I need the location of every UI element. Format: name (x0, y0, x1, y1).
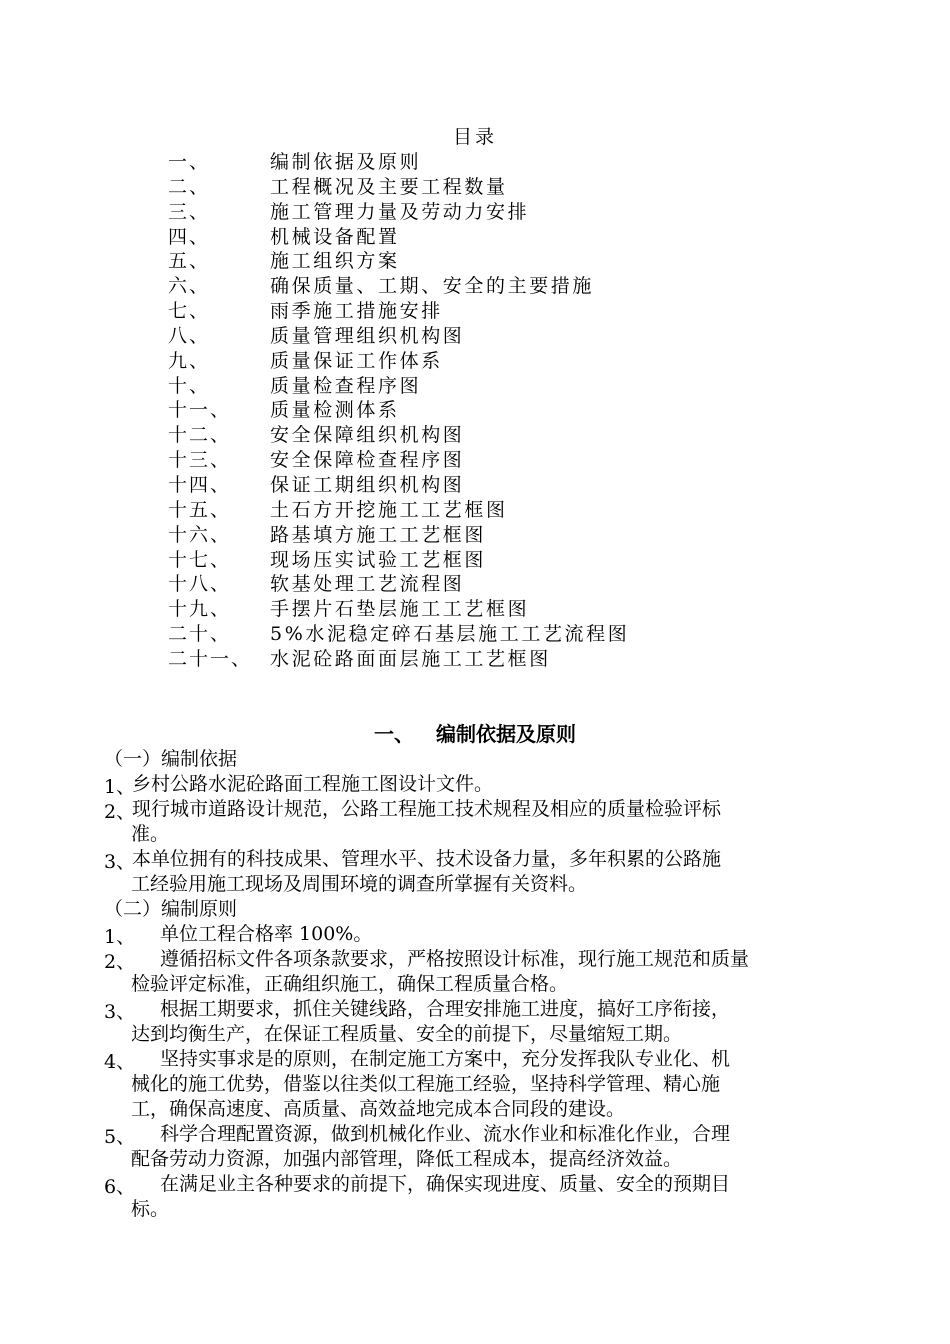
section-body (104, 747, 844, 1222)
list-item (104, 847, 844, 897)
toc-item-number: 十四、 (168, 473, 232, 496)
toc-item-text: 安全保障组织机构图 (270, 424, 465, 447)
toc-item-text: 质量保证工作体系 (270, 349, 443, 372)
toc-item-text: 施工组织方案 (270, 250, 400, 273)
list-item-number: 1、 (104, 776, 136, 798)
toc-item-text: 路基填方施工工艺框图 (270, 523, 487, 546)
list-item (104, 947, 844, 997)
list-item (104, 1172, 844, 1222)
toc-item-text: 质量检查程序图 (270, 374, 422, 397)
list-item-line: 工，确保高速度、高质量、高效益地完成本合同段的建设。 (131, 1098, 626, 1120)
toc-item-number: 八、 (168, 324, 211, 347)
list-item (104, 797, 844, 847)
toc-item-number: 七、 (168, 300, 211, 323)
toc-item-text: 保证工期组织机构图 (270, 473, 465, 496)
subsection-heading-basis: （一）编制依据 (104, 748, 238, 770)
list-item-line: 本单位拥有的科技成果、管理水平、技术设备力量，多年积累的公路施 (132, 848, 722, 870)
section-number: 一、 (374, 722, 414, 746)
toc-item-number: 五、 (168, 250, 211, 273)
list-item-number: 3、 (104, 1001, 136, 1023)
toc-item-text: 安全保障检查程序图 (270, 449, 465, 472)
toc-item-number: 十六、 (168, 523, 232, 546)
toc-item-text: 确保质量、工期、安全的主要措施 (270, 275, 595, 298)
toc-item-text: 现场压实试验工艺框图 (270, 548, 487, 571)
toc-item-number: 一、 (168, 151, 211, 173)
list-item-line: 科学合理配置资源，做到机械化作业、流水作业和标准化作业，合理 (160, 1123, 731, 1145)
list-item-number: 1、 (104, 926, 136, 948)
toc-item-number: 十三、 (168, 449, 232, 472)
toc-item-number: 六、 (168, 275, 211, 298)
subsection-heading-principle: （二）编制原则 (104, 898, 238, 920)
list-item-line: 遵循招标文件各项条款要求，严格按照设计标准，现行施工规范和质量 (160, 948, 750, 970)
toc-item-number: 十、 (168, 374, 211, 397)
toc-title: 目录 (452, 126, 497, 148)
list-item-line: 乡村公路水泥砼路面工程施工图设计文件。 (132, 773, 494, 795)
toc-item-text: 施工管理力量及劳动力安排 (270, 200, 530, 223)
toc-item-text: 编制依据及原则 (270, 151, 422, 173)
list-item-line: 标。 (131, 1198, 170, 1220)
list-item-number: 6、 (104, 1176, 136, 1198)
list-item-line: 检验评定标准，正确组织施工，确保工程质量合格。 (131, 973, 569, 995)
list-item-number: 2、 (104, 951, 136, 973)
list-item-number: 3、 (104, 851, 136, 873)
list-item-line: 在满足业主各种要求的前提下，确保实现进度、质量、安全的预期目 (160, 1173, 731, 1195)
list-item-line: 达到均衡生产，在保证工程质量、安全的前提下，尽量缩短工期。 (131, 1023, 683, 1045)
list-item-line: 根据工期要求，抓住关键线路，合理安排施工进度，搞好工序衔接， (160, 998, 731, 1020)
toc-item-text: 手摆片石垫层施工工艺框图 (270, 598, 530, 621)
toc-item-text: 质量管理组织机构图 (270, 324, 465, 347)
list-item-number: 5、 (104, 1126, 136, 1148)
toc-item-number: 二、 (168, 175, 211, 198)
toc-item-number: 二十、 (168, 623, 232, 646)
toc-item-number: 十一、 (168, 399, 232, 422)
toc-item-text: 5%水泥稳定碎石基层施工工艺流程图 (270, 623, 630, 646)
toc-item-text: 水泥砼路面面层施工工艺框图 (270, 647, 551, 670)
toc-item-number: 十九、 (168, 598, 232, 621)
list-item (104, 772, 844, 797)
list-item (104, 922, 844, 947)
list-item-line: 械化的施工优势，借鉴以往类似工程施工经验，坚持科学管理、精心施 (131, 1073, 721, 1095)
toc-item-text: 雨季施工措施安排 (270, 300, 443, 323)
toc-item-number: 十五、 (168, 498, 232, 521)
list-item (104, 1122, 844, 1172)
toc-item-number: 三、 (168, 200, 211, 223)
list-item-line: 现行城市道路设计规范，公路工程施工技术规程及相应的质量检验评标 (132, 798, 722, 820)
principle-list (104, 922, 844, 1222)
basis-list (104, 772, 844, 897)
toc-item-number: 十七、 (168, 548, 232, 571)
list-item-line: 单位工程合格率 100%。 (160, 923, 373, 945)
toc-item-text: 质量检测体系 (270, 399, 400, 422)
toc-item-number: 十八、 (168, 573, 232, 596)
toc-item-number: 九、 (168, 349, 211, 372)
list-item (104, 997, 844, 1047)
list-item-number: 4、 (104, 1051, 136, 1073)
list-item (104, 1047, 844, 1122)
list-item-line: 准。 (131, 823, 170, 845)
list-item-line: 工经验用施工现场及周围环境的调查所掌握有关资料。 (131, 873, 588, 895)
toc-item-text: 土石方开挖施工工艺框图 (270, 498, 508, 521)
toc-item-number: 四、 (168, 225, 211, 248)
list-item-number: 2、 (104, 801, 136, 823)
list-item-line: 坚持实事求是的原则，在制定施工方案中，充分发挥我队专业化、机 (160, 1048, 731, 1070)
section-title: 编制依据及原则 (436, 722, 576, 746)
toc-item-number: 十二、 (168, 424, 232, 447)
list-item-line: 配备劳动力资源，加强内部管理，降低工程成本，提高经济效益。 (131, 1148, 683, 1170)
section-heading (0, 719, 950, 749)
toc-item-text: 机械设备配置 (270, 225, 400, 248)
toc-item-text: 软基处理工艺流程图 (270, 573, 465, 596)
toc-item-number: 二十一、 (168, 647, 253, 670)
toc-item-text: 工程概况及主要工程数量 (270, 175, 508, 198)
